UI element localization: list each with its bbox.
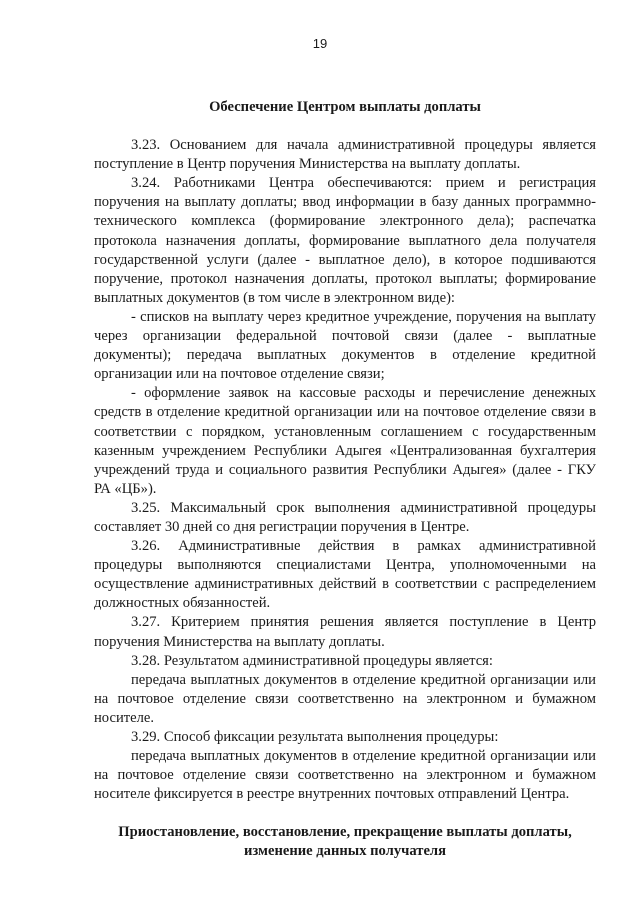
next-section-heading-line-1: Приостановление, восстановление, прекращение выплаты доплаты, [118,824,572,841]
paragraph-3-28-result: передача выплатных документов в отделение кредитной организации или на почтовое отделение связи соответственно на электронном и бумажном носителе. [94,671,596,726]
paragraph-3-29: 3.29. Способ фиксации результата выполнения процедуры: [131,729,499,745]
next-section-heading [94,823,596,861]
paragraph-3-24-list-2: - оформление заявок на кассовые расходы и перечисление денежных средств в отделение кредитной организации или на почтовое отделение связи в соответствии с порядком, установленным соглашением с государственным казенным учреждением Республики Адыгея «Централизованная бухгалтерия учреждений труда и социального развития Республики Адыгея» (далее - ГКУ РА «ЦБ»). [94,385,596,497]
paragraph-3-23: 3.23. Основанием для начала административной процедуры является поступление в Центр поручения Министерства на выплату доплаты. [94,137,596,173]
paragraph-3-27: 3.27. Критерием принятия решения является поступление в Центр поручения Министерства на выплату доплаты. [94,614,596,650]
page-number: 19 [312,36,328,51]
paragraph-3-24-list-1: - списков на выплату через кредитное учреждение, поручения на выплату через организации федеральной почтовой связи (далее - выплатные документы); передача выплатных документов в отделение кредитной организации или на почтовое отделение связи; [94,308,596,383]
paragraph-3-29-method: передача выплатных документов в отделение кредитной организации или на почтовое отделение связи соответственно на электронном и бумажном носителе фиксируется в реестре внутренних почтовых отправлений Центра. [94,748,596,803]
paragraph-3-28: 3.28. Результатом административной процедуры является: [131,652,493,669]
paragraph-3-25: 3.25. Максимальный срок выполнения административной процедуры составляет 30 дней со дня регистрации поручения в Центре. [94,499,596,535]
paragraph-3-26: 3.26. Административные действия в рамках административной процедуры выполняются специалистами Центра, уполномоченными на осуществление административных действий в соответствии с распределением должностных обязанностей. [94,538,596,612]
document-body [94,98,596,862]
section-heading: Обеспечение Центром выплаты доплаты [209,99,481,115]
next-section-heading-line-2: изменение данных получателя [243,843,447,860]
paragraph-3-24: 3.24. Работниками Центра обеспечиваются: прием и регистрация поручения на выплату доплаты; ввод информации в базу данных программно-технического комплекса (формирование электронного дела); распечатка протокола назначения доплаты, формирование выплатного дела получателя государственной услуги (далее - выплатное дело), в которое подшиваются поручение, протокол назначения доплаты, протокол выплаты; формирование выплатных документов (в том числе в электронном виде): [94,175,596,306]
